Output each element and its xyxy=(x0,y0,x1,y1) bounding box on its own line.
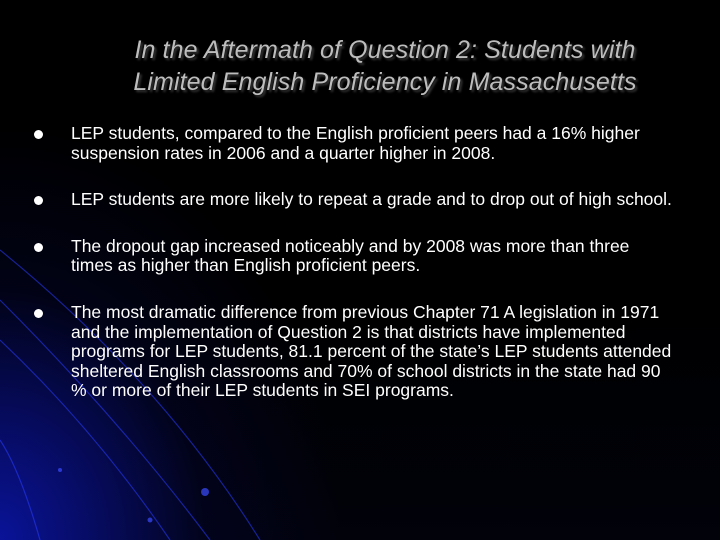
bullet-text: The dropout gap increased noticeably and by 2008 was more than three times as higher than English proficient peers. xyxy=(71,235,630,276)
title-line-2: Limited English Proficiency in Massachusetts xyxy=(133,68,637,96)
bullet-item-suspension xyxy=(34,124,674,163)
bullet-item-programs xyxy=(34,303,674,401)
bullet-icon xyxy=(34,309,43,318)
bullet-item-repeat-grade xyxy=(34,190,674,210)
title-line-1: In the Aftermath of Question 2: Students with xyxy=(134,36,636,64)
bullet-list xyxy=(34,124,674,428)
bullet-icon xyxy=(34,243,43,252)
slide-title xyxy=(60,34,710,98)
bullet-item-dropout-gap xyxy=(34,237,674,276)
bullet-text: LEP students are more likely to repeat a grade and to drop out of high school. xyxy=(71,189,672,210)
bullet-icon xyxy=(34,196,43,205)
bullet-text: LEP students, compared to the English proficient peers had a 16% higher suspension rates in 2006 and a quarter higher in 2008. xyxy=(71,123,640,163)
bullet-text: The most dramatic difference from previous Chapter 71 A legislation in 1971 and the implementation of Question 2 is that districts have implemented programs for LEP students, 81.1 percent of the state’s LEP students attended sheltered English classrooms and 70% of school districts in the state had 90 % or more of their LEP students in SEI programs. xyxy=(71,301,672,401)
bullet-icon xyxy=(34,130,43,139)
